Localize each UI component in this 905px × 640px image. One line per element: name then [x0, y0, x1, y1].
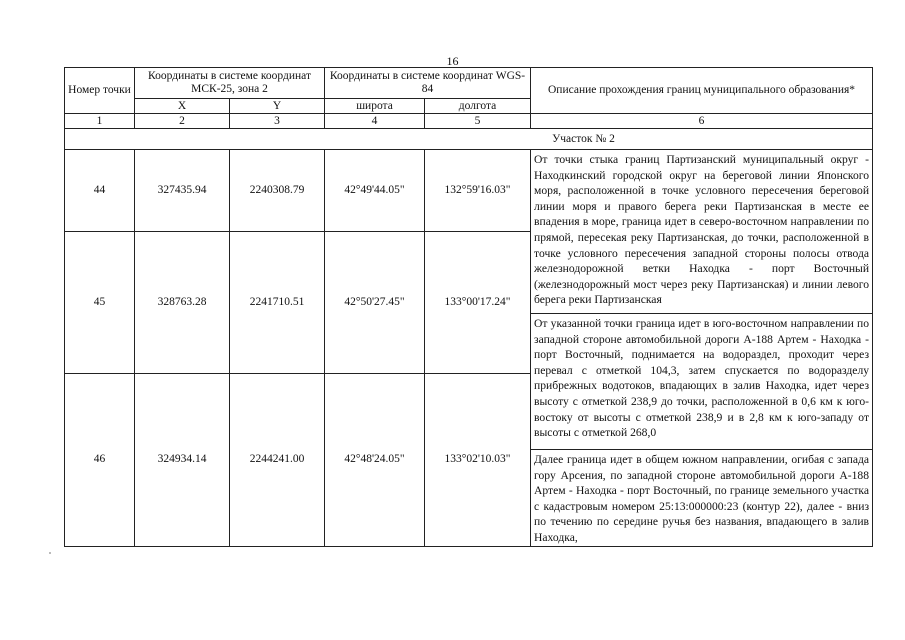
coord-latitude: 42°50'27.45"	[325, 232, 425, 374]
boundary-coordinates-table	[64, 67, 873, 547]
header-point-number: Номер точки	[65, 68, 135, 114]
coord-latitude: 42°48'24.05"	[325, 374, 425, 547]
column-number: 2	[135, 114, 230, 129]
header-description: Описание прохождения границ муниципального образования*	[531, 68, 873, 114]
coord-latitude: 42°49'44.05"	[325, 150, 425, 232]
table-row	[65, 150, 873, 232]
coord-x: 327435.94	[135, 150, 230, 232]
description-cell: От указанной точки граница идет в юго-восточном направлении по западной стороне автомобильной дороги А-188 Артем - Находка - порт Восточный, поднимается на водораздел, проходит через перевал с отметкой 104,3, затем спускается по водоразделу прибрежных водотоков, впадающих в залив Находка, идет через высоту с отметкой 238,9 до точки, расположенной в 0,6 км к юго-востоку от высоты с отметкой 238,9 и в 2,8 км к юго-западу от высоты с отметкой 268,0	[531, 314, 873, 450]
coord-y: 2241710.51	[230, 232, 325, 374]
section-title: Участок № 2	[65, 129, 873, 150]
coord-longitude: 133°00'17.24"	[425, 232, 531, 374]
point-number: 45	[65, 232, 135, 374]
column-number: 3	[230, 114, 325, 129]
coord-x: 324934.14	[135, 374, 230, 547]
header-x: X	[135, 99, 230, 114]
column-number: 6	[531, 114, 873, 129]
description-cell: Далее граница идет в общем южном направлении, огибая с запада гору Арсения, по западной стороне автомобильной дороги А-188 Артем - Находка - порт Восточный, по границе земельного участка с кадастровым номером 25:13:000000:23 (контур 22), далее - вниз по течению по середине ручья без названия, впадающего в залив Находка,	[531, 450, 873, 547]
header-wgs-coordinates: Координаты в системе координат WGS-84	[325, 68, 531, 99]
coord-longitude: 133°02'10.03"	[425, 374, 531, 547]
description-cell: От точки стыка границ Партизанский муниципальный округ - Находкинский городской округ на береговой линии Японского моря, расположенной в точке условного пересечения береговой линии моря и правого берега реки Партизанская в месте ее впадения в море, граница идет в северо-восточном направлении по прямой, пересекая реку Партизанская, до точки, расположенной в точке условного пересечения западной стороны полосы отвода железнодорожной ветки Находка - порт Восточный (железнодорожный мост через реку Партизанская) и линии левого берега реки Партизанская	[531, 150, 873, 314]
coord-x: 328763.28	[135, 232, 230, 374]
header-longitude: долгота	[425, 99, 531, 114]
coord-y: 2244241.00	[230, 374, 325, 547]
header-latitude: широта	[325, 99, 425, 114]
column-number: 1	[65, 114, 135, 129]
header-y: Y	[230, 99, 325, 114]
coord-y: 2240308.79	[230, 150, 325, 232]
column-number: 4	[325, 114, 425, 129]
scan-artifact	[49, 552, 51, 554]
header-msk-coordinates: Координаты в системе координат МСК-25, зона 2	[135, 68, 325, 99]
page-number: 16	[446, 54, 459, 68]
coord-longitude: 132°59'16.03"	[425, 150, 531, 232]
column-number: 5	[425, 114, 531, 129]
point-number: 46	[65, 374, 135, 547]
point-number: 44	[65, 150, 135, 232]
